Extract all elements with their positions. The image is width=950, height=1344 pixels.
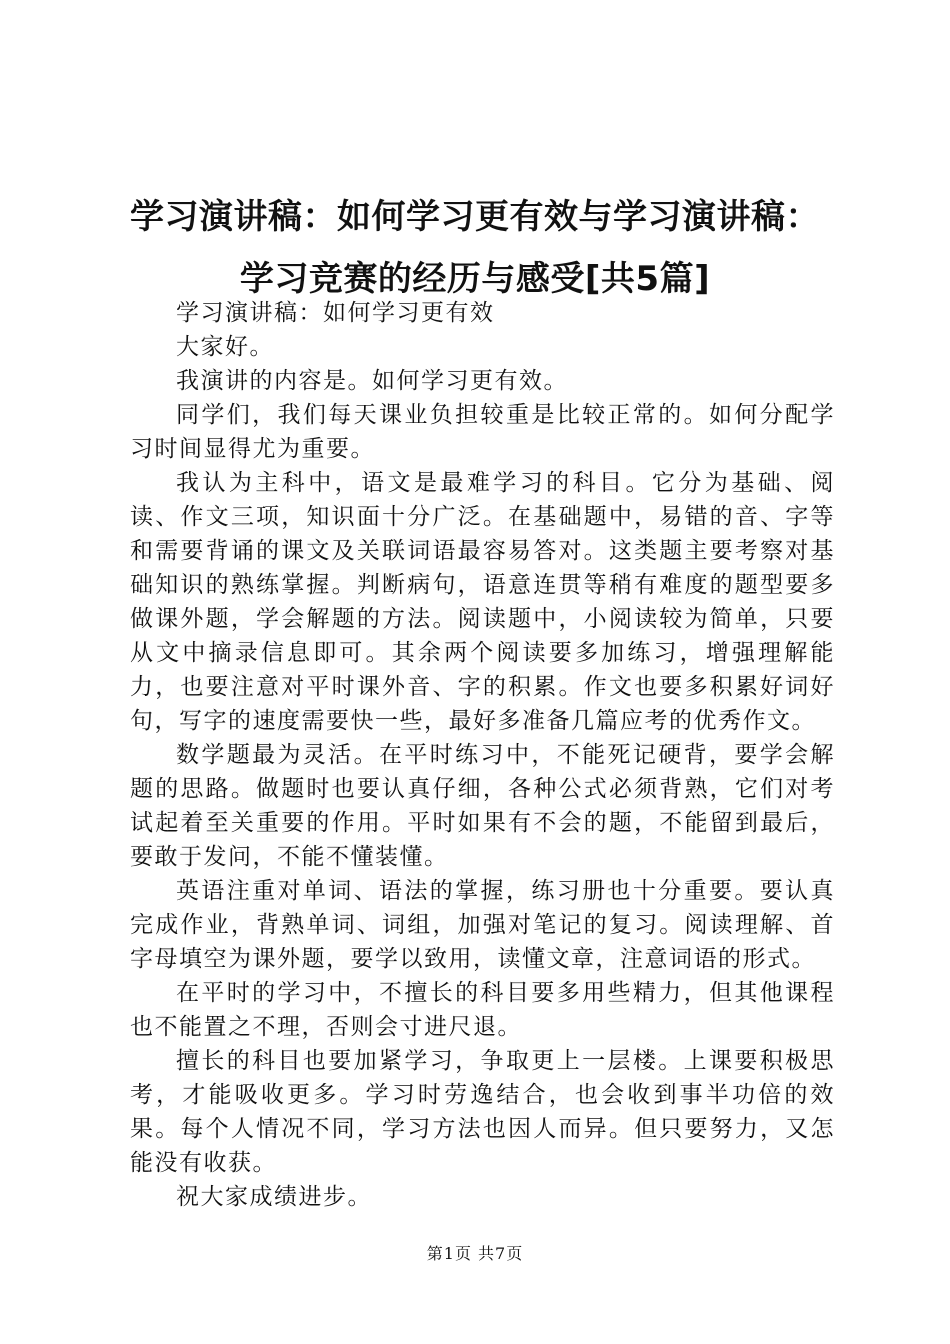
paragraph-math: 数学题最为灵活。在平时练习中，不能死记硬背，要学会解题的思路。做题时也要认真仔细，各种公式必须背熟，它们对考试起着至关重要的作用。平时如果有不会的题，不能留到最后，要敢于发问，不能不懂装懂。: [130, 742, 835, 870]
page-footer: 第1页 共7页: [426, 1244, 524, 1263]
paragraph-strong-subjects: 擅长的科目也要加紧学习，争取更上一层楼。上课要积极思考，才能吸收更多。学习时劳逸结合，也会收到事半功倍的效果。每个人情况不同，学习方法也因人而异。但只要努力，又怎能没有收获。: [130, 1048, 835, 1176]
title-line-1: 学习演讲稿：如何学习更有效与学习演讲稿：: [130, 197, 820, 237]
paragraph-intro: 同学们，我们每天课业负担较重是比较正常的。如何分配学习时间显得尤为重要。: [130, 402, 835, 462]
paragraph-greeting: 大家好。: [176, 334, 274, 360]
paragraph-subtitle: 学习演讲稿：如何学习更有效: [176, 300, 495, 326]
paragraph-chinese: 我认为主科中，语文是最难学习的科目。它分为基础、阅读、作文三项，知识面十分广泛。在基础题中，易错的音、字等和需要背诵的课文及关联词语最容易答对。这类题主要考察对基础知识的熟练掌握。判断病句，语意连贯等稍有难度的题型要多做课外题，学会解题的方法。阅读题中，小阅读较为简单，只要从文中摘录信息即可。其余两个阅读要多加练习，增强理解能力，也要注意对平时课外音、字的积累。作文也要多积累好词好句，写字的速度需要快一些，最好多准备几篇应考的优秀作文。: [130, 470, 835, 734]
title-line-2: 学习竞赛的经历与感受[共5篇]: [239, 259, 711, 299]
paragraph-weak-subjects: 在平时的学习中，不擅长的科目要多用些精力，但其他课程也不能置之不理，否则会寸进尺退。: [130, 980, 835, 1040]
paragraph-topic: 我演讲的内容是。如何学习更有效。: [176, 368, 568, 394]
paragraph-closing: 祝大家成绩进步。: [176, 1184, 372, 1210]
document-body: [130, 296, 835, 1214]
paragraph-english: 英语注重对单词、语法的掌握，练习册也十分重要。要认真完成作业，背熟单词、词组，加强对笔记的复习。阅读理解、首字母填空为课外题，要学以致用，读懂文章，注意词语的形式。: [130, 878, 835, 972]
document-title: [80, 186, 870, 310]
